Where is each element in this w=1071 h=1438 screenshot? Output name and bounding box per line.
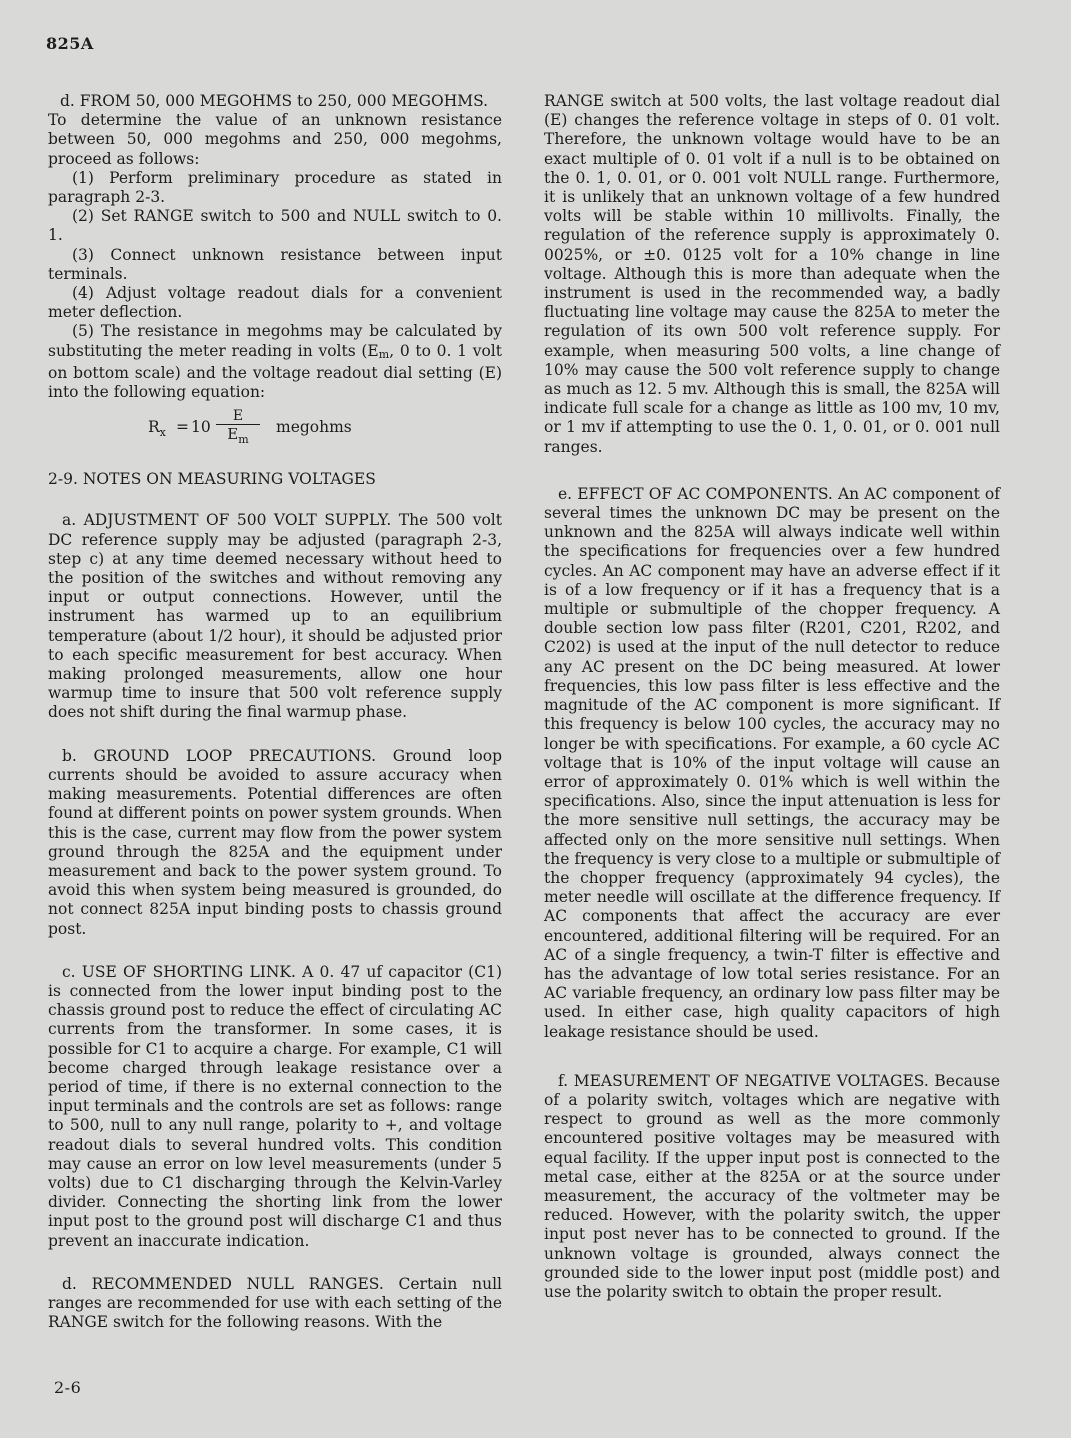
formula-equals: =	[176, 418, 189, 437]
paragraph-c: c. USE OF SHORTING LINK. A 0. 47 uf capacitor (C1) is connected from the lower input binding post to the chassis ground post to reduce the effect of circulating AC currents from the transformer. In some cases, it is possible for C1 to acquire a charge. For example, C1 will become charged through leakage resistance over a period of time, if there is no external connection to the input terminals and the controls are set as follows: range to 500, null to any null range, polarity to +, and voltage readout dials to several hundred volts. This condition may cause an error on low level measurements (under 5 volts) due to C1 discharging through the Kelvin-Varley divider. Connecting the shorting link from the lower input post to the ground post will discharge C1 and thus prevent an inaccurate indication.	[48, 962, 502, 1250]
step-5-text-a: (5) The resistance in megohms may be calculated by substituting the meter reading in volts (E	[48, 322, 502, 360]
formula-denominator-subscript: m	[238, 433, 249, 447]
formula-lhs-subscript: x	[159, 426, 166, 440]
step-2: (2) Set RANGE switch to 500 and NULL switch to 0. 1.	[48, 207, 502, 245]
formula-denominator	[216, 425, 260, 449]
section-d-intro: To determine the value of an unknown resistance between 50, 000 megohms and 250, 000 megohms, proceed as follows:	[48, 111, 502, 168]
step-5-subscript: m	[378, 347, 390, 361]
paragraph-b: b. GROUND LOOP PRECAUTIONS. Ground loop currents should be avoided to assure accuracy when making measurements. Potential differences are often found at different points on power system grounds. When this is the case, current may flow from the power system ground through the 825A and the equipment under measurement and back to the power system ground. To avoid this when system being measured is grounded, do not connect 825A input binding posts to chassis ground post.	[48, 746, 502, 938]
step-5	[48, 322, 502, 402]
formula-fraction	[216, 408, 260, 449]
resistance-formula	[48, 408, 502, 448]
formula-denominator-symbol: E	[227, 425, 239, 444]
right-column	[544, 92, 1000, 1302]
paragraph-d-continued: RANGE switch at 500 volts, the last voltage readout dial (E) changes the reference voltage in steps of 0. 01 volt. Therefore, the unknown voltage would have to be an exact multiple of 0. 01 volt if a null is to be obtained on the 0. 1, 0. 01, or 0. 001 volt NULL range. Furthermore, it is unlikely that an unknown voltage of a few hundred volts will be stable within 10 millivolts. Finally, the regulation of the reference supply is approximately 0. 0025%, or ±0. 0125 volt for a 10% change in line voltage. Although this is more than adequate when the instrument is used in the recommended way, a badly fluctuating line voltage may cause the 825A to meter the regulation of its own 500 volt reference supply. For example, when measuring 500 volts, a line change of 10% may cause the 500 volt reference supply to change as much as 12. 5 mv. Although this is small, the 825A will indicate full scale for a change as little as 100 mv, 10 mv, or 1 mv if attempting to use the 0. 1, 0. 01, or 0. 001 null ranges.	[544, 92, 1000, 456]
paragraph-a: a. ADJUSTMENT OF 500 VOLT SUPPLY. The 500 volt DC reference supply may be adjusted (paragraph 2-3, step c) at any time deemed necessary without heed to the position of the switches and without removing any input or output connections. However, until the instrument has warmed up to an equilibrium temperature (about 1/2 hour), it should be adjusted prior to each specific measurement for best accuracy. When making prolonged measurements, allow one hour warmup time to insure that 500 volt reference supply does not shift during the final warmup phase.	[48, 511, 502, 722]
formula-unit: megohms	[276, 418, 352, 437]
formula-numerator: E	[216, 408, 260, 425]
step-5-text-b: , 0 to 0. 1 volt on bottom scale) and the voltage readout dial setting (E) into the following equation:	[48, 341, 502, 402]
formula-lhs-symbol: R	[148, 418, 160, 437]
page-number: 2-6	[54, 1378, 82, 1397]
paragraph-d-start: d. RECOMMENDED NULL RANGES. Certain null ranges are recommended for use with each setting of the RANGE switch for the following reasons. With the	[48, 1274, 502, 1332]
section-heading-2-9: 2-9. NOTES ON MEASURING VOLTAGES	[48, 470, 376, 489]
step-3: (3) Connect unknown resistance between input terminals.	[48, 245, 502, 283]
step-1: (1) Perform preliminary procedure as stated in paragraph 2-3.	[48, 168, 502, 207]
left-column	[48, 92, 502, 1332]
step-4: (4) Adjust voltage readout dials for a convenient meter deflection.	[48, 284, 502, 322]
page-header-model: 825A	[46, 34, 94, 53]
paragraph-f: f. MEASUREMENT OF NEGATIVE VOLTAGES. Because of a polarity switch, voltages which are negative with respect to ground as well as the more commonly encountered positive voltages may be measured with equal facility. If the upper input post is connected to the metal case, either at the 825A or at the source under measurement, the accuracy of the voltmeter may be reduced. However, with the polarity switch, the upper input post never has to be connected to ground. If the unknown voltage is grounded, always connect the grounded side to the lower input post (middle post) and use the polarity switch to obtain the proper result.	[544, 1071, 1000, 1301]
paragraph-e: e. EFFECT OF AC COMPONENTS. An AC component of several times the unknown DC may be present on the unknown and the 825A will always indicate well within the specifications for frequencies over a few hundred cycles. An AC component may have an adverse effect if it is of a low frequency or if it has a frequency that is a multiple or submultiple of the chopper frequency. A double section low pass filter (R201, C201, R202, and C202) is used at the input of the null detector to reduce any AC present on the DC being measured. At lower frequencies, this low pass filter is less effective and the magnitude of the AC component is more significant. If this frequency is below 100 cycles, the accuracy may no longer be with specifications. For example, a 60 cycle AC voltage that is 10% of the input voltage will cause an error of approximately 0. 01% which is well within the specifications. Also, since the input attenuation is less for the more sensitive null settings, the accuracy may be affected only on the more sensitive null settings. When the frequency is very close to a multiple or submultiple of the chopper frequency (approximately 94 cycles), the meter needle will oscillate at the difference frequency. If AC components that affect the accuracy are ever encountered, additional filtering will be required. For an AC of a single frequency, a twin-T filter is effective and has the advantage of low total series resistance. For an AC variable frequency, an ordinary low pass filter may be used. In either case, high quality capacitors of high leakage resistance should be used.	[544, 484, 1000, 1041]
formula-coefficient: 10	[191, 418, 211, 437]
section-d-title: d. FROM 50, 000 MEGOHMS to 250, 000 MEGOHMS.	[60, 92, 489, 110]
formula-lhs	[148, 418, 166, 442]
